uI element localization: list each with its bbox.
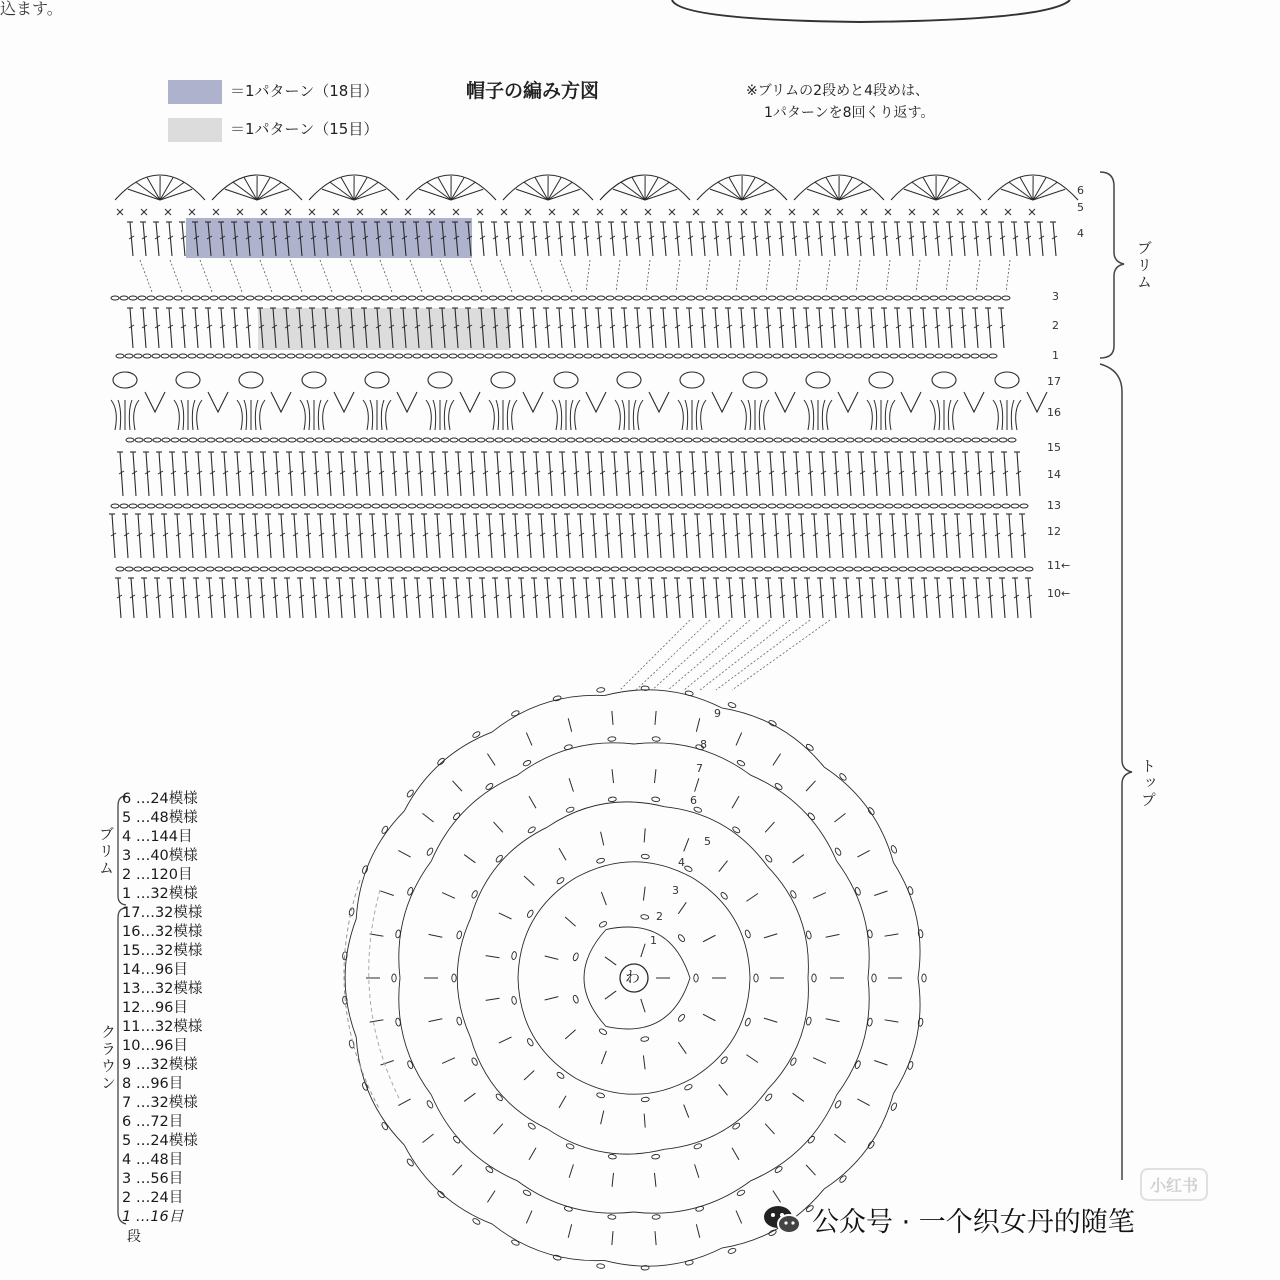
count-row: 2 …120目 xyxy=(122,867,193,883)
round-number-7: 7 xyxy=(696,762,703,775)
crown-row-15: 15 xyxy=(1047,441,1061,454)
legend-text-18: ＝1パターン（18目） xyxy=(230,82,379,100)
stitch-count-list xyxy=(122,790,202,1227)
watermark-text: 公众号 · 一个织女丹的随笔 xyxy=(812,1207,1135,1238)
note-line-2: 1パターンを8回くり返す。 xyxy=(764,105,935,121)
count-row: 9 …32模様 xyxy=(122,1057,198,1073)
count-row: 1 …32模様 xyxy=(122,886,198,902)
dan-label: 段 xyxy=(127,1229,141,1245)
crown-row-13: 13 xyxy=(1047,499,1061,512)
crown-row-11: 11← xyxy=(1047,559,1071,572)
count-row: 3 …40模様 xyxy=(122,848,198,864)
legend-swatch-15 xyxy=(168,118,222,142)
crown-row-12: 12 xyxy=(1047,525,1061,538)
round-number-5: 5 xyxy=(704,835,711,848)
count-row: 2 …24目 xyxy=(122,1190,184,1206)
round-number-3: 3 xyxy=(672,884,679,897)
brim-row-1: 1 xyxy=(1052,349,1059,362)
brim-row-4: 4 xyxy=(1077,227,1084,240)
count-row: 12…96目 xyxy=(122,1000,188,1016)
wechat-icon xyxy=(762,1202,802,1238)
count-row: 6 …72目 xyxy=(122,1114,184,1130)
count-group-crown: クラウン xyxy=(99,1024,117,1092)
count-row: 15…32模様 xyxy=(122,943,203,959)
watermark xyxy=(762,1200,1135,1239)
crown-row-10: 10← xyxy=(1047,587,1071,600)
top-curve-fragment xyxy=(672,0,1070,22)
round-number-1: 1 xyxy=(650,934,657,947)
round-number-4: 4 xyxy=(678,856,685,869)
brim-row-2: 2 xyxy=(1052,319,1059,332)
count-row: 4 …144目 xyxy=(122,829,193,845)
count-row: 17…32模様 xyxy=(122,905,203,921)
count-row: 8 …96目 xyxy=(122,1076,184,1092)
legend-swatch-18 xyxy=(168,80,222,104)
count-row: 10…96目 xyxy=(122,1038,188,1054)
legend-text-15: ＝1パターン（15目） xyxy=(230,120,379,138)
count-row: 6 …24模様 xyxy=(122,791,198,807)
repeat-note xyxy=(746,80,934,124)
brim-row-3: 3 xyxy=(1052,290,1059,303)
top-side-label: トップ xyxy=(1139,758,1157,809)
round-number-6: 6 xyxy=(690,794,697,807)
count-row: 3 …56目 xyxy=(122,1171,184,1187)
brim-row-5: 5 xyxy=(1077,201,1084,214)
chart-title: 帽子の編み方図 xyxy=(466,80,600,102)
round-number-2: 2 xyxy=(656,910,663,923)
brim-bracket xyxy=(1100,172,1124,358)
pattern-band-15 xyxy=(258,308,510,350)
round-number-9: 9 xyxy=(714,707,721,720)
count-row: 11…32模様 xyxy=(122,1019,203,1035)
magic-ring-label: わ xyxy=(625,968,641,986)
count-row: 4 …48目 xyxy=(122,1152,184,1168)
count-row: 1 …16目 xyxy=(122,1209,184,1225)
round-number-8: 8 xyxy=(700,738,707,751)
crown-row-17: 17 xyxy=(1047,375,1061,388)
brim-side-label: ブリム xyxy=(1135,240,1153,291)
count-row: 16…32模様 xyxy=(122,924,203,940)
count-row: 14…96目 xyxy=(122,962,188,978)
top-bracket xyxy=(1100,364,1132,1180)
count-row: 5 …24模様 xyxy=(122,1133,198,1149)
xiaohongshu-badge: 小红书 xyxy=(1140,1168,1208,1201)
count-row: 13…32模様 xyxy=(122,981,203,997)
brim-row-6: 6 xyxy=(1077,184,1084,197)
count-row: 5 …48模様 xyxy=(122,810,198,826)
page-fragment-text: 込ます。 xyxy=(0,0,63,18)
crown-row-14: 14 xyxy=(1047,468,1061,481)
count-group-brim: ブリム xyxy=(97,826,115,877)
note-line-1: ※ブリムの2段めと4段めは、 xyxy=(746,83,929,99)
count-row: 7 …32模様 xyxy=(122,1095,198,1111)
crown-row-16: 16 xyxy=(1047,406,1061,419)
